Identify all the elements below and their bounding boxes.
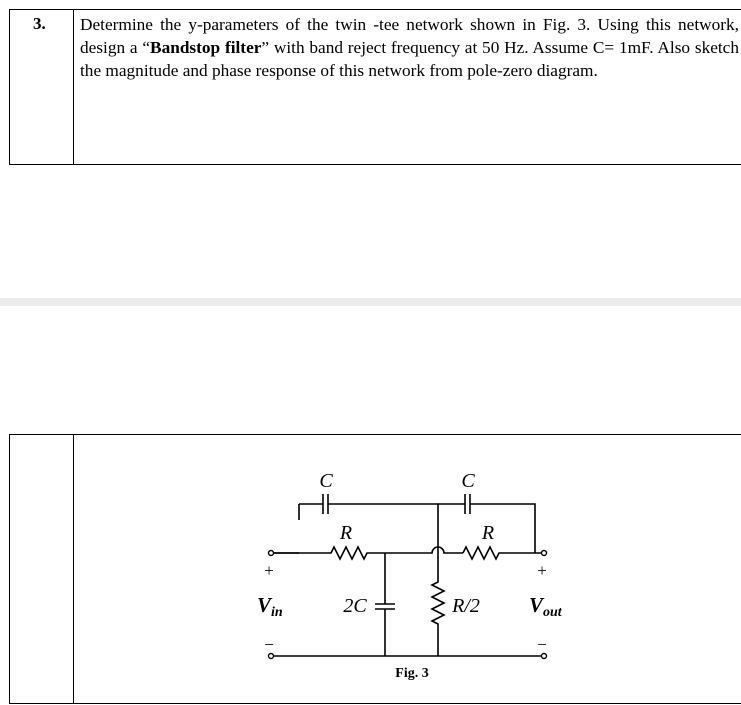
question-number: 3. xyxy=(10,10,74,164)
figure-caption: Fig. 3 xyxy=(395,666,429,681)
shunt-capacitor xyxy=(375,553,395,656)
minus-right-label: − xyxy=(537,635,547,654)
top-left-capacitor xyxy=(299,494,438,553)
question-text-part2: ” with band reject frequency at 50 Hz. Assume C= 1mF. Also sketch the magnitude and phase response of this network from pole-zero diagram. xyxy=(80,38,739,80)
left-top-terminal xyxy=(269,551,274,556)
page-divider xyxy=(0,298,741,306)
res-left-label: R xyxy=(339,522,353,544)
question-text-part1: Determine the y-parameters of the twin -tee network shown in Fig. 3. Using this network, design a “ xyxy=(80,15,739,57)
twin-tee-circuit-diagram xyxy=(83,435,741,705)
question-text xyxy=(74,10,741,164)
right-bottom-terminal xyxy=(542,654,547,659)
plus-left-label: + xyxy=(264,561,274,580)
figure-table xyxy=(9,434,741,704)
right-top-terminal xyxy=(542,551,547,556)
right-resistor xyxy=(463,547,544,559)
middle-junction-wire xyxy=(385,547,463,553)
minus-left-label: − xyxy=(264,635,274,654)
shunt-resistor xyxy=(432,553,444,656)
cap-middle-label: 2C xyxy=(343,595,367,617)
plus-right-label: + xyxy=(537,561,547,580)
question-table xyxy=(9,9,741,165)
figure-number-cell xyxy=(10,435,74,703)
vin-label: Vin xyxy=(257,593,283,620)
question-text-bold: Bandstop filter xyxy=(150,38,262,57)
left-bottom-terminal xyxy=(269,654,274,659)
vout-label: Vout xyxy=(529,593,562,620)
cap-top-left-label: C xyxy=(319,470,333,492)
cap-top-right-label: C xyxy=(461,470,475,492)
res-middle-label: R/2 xyxy=(452,595,480,617)
res-right-label: R xyxy=(481,522,495,544)
